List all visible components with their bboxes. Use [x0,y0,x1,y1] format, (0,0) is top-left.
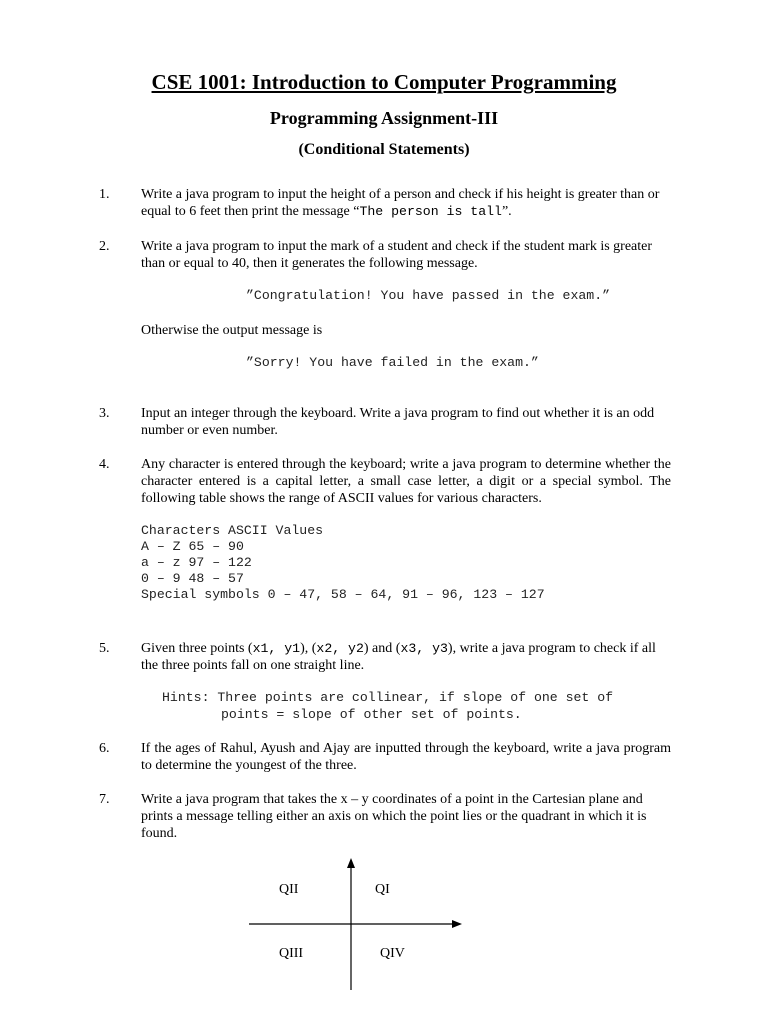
page-title: CSE 1001: Introduction to Computer Programming [151,70,617,94]
ascii-table-row: Special symbols 0 – 47, 58 – 64, 91 – 96, 123 – 127 [141,587,545,602]
quadrant-label-qii: QII [279,882,299,897]
q5-t2: ), ( [300,641,317,656]
q5-point-1: x1, y1 [252,641,301,656]
q5-t3: ) and ( [363,641,401,656]
q5-t4: ), write a java program to check if all the three points fall on one straight line. [141,641,656,673]
q5-hint-line-2: points = slope of other set of points. [221,707,522,722]
q1-text-b: ”. [501,204,512,219]
question-number: 6. [99,741,110,756]
y-axis-arrow-icon [347,858,355,868]
q5-t1: Given three points ( [141,641,253,656]
question-number: 7. [99,792,110,807]
assignment-subtitle: Programming Assignment-III [269,108,499,128]
q5-hint-line-1: Hints: Three points are collinear, if slope of one set of [162,690,614,705]
ascii-table-row: a – z 97 – 122 [141,555,252,570]
ascii-table-row: 0 – 9 48 – 57 [141,571,244,586]
quadrant-label-qi: QI [375,882,390,897]
q5-point-3: x3, y3 [400,641,448,656]
ascii-table-row: A – Z 65 – 90 [141,539,244,554]
question-4-text: Any character is entered through the keyboard; write a java program to determine whether the character entered is a capital letter, a small case letter, a digit or a special symbol. The following table shows the range of ASCII values for various characters. [141,457,671,506]
question-number: 4. [99,457,110,472]
quadrant-label-qiv: QIV [380,946,405,961]
question-2-text: Write a java program to input the mark of a student and check if the student mark is greater than or equal to 40, then it generates the following message. [141,239,653,271]
assignment-topic: (Conditional Statements) [298,141,470,158]
question-number: 1. [99,187,110,202]
q2-otherwise-text: Otherwise the output message is [141,323,323,338]
ascii-table-row: Characters ASCII Values [141,523,324,538]
question-6-text: If the ages of Rahul, Ayush and Ajay are inputted through the keyboard, write a java program to determine the youngest of the three. [141,741,671,773]
question-7-text: Write a java program that takes the x – y coordinates of a point in the Cartesian plane and prints a message telling either an axis on which the point lies or the quadrant in which it is found. [141,792,647,841]
q2-pass-message: ”Congratulation! You have passed in the exam.” [246,288,611,303]
question-number: 5. [99,641,110,656]
question-3-text: Input an integer through the keyboard. Write a java program to find out whether it is an odd number or even number. [141,406,655,438]
q1-text-a: Write a java program to input the height of a person and check if his height is greater than or equal to 6 feet then print the message “ [141,187,660,219]
quadrant-label-qiii: QIII [279,946,304,961]
q1-code: The person is tall [359,204,502,219]
question-number: 2. [99,239,110,254]
q5-point-2: x2, y2 [316,641,364,656]
x-axis-arrow-icon [452,920,462,928]
question-number: 3. [99,406,110,421]
q2-fail-message: ”Sorry! You have failed in the exam.” [246,355,539,370]
